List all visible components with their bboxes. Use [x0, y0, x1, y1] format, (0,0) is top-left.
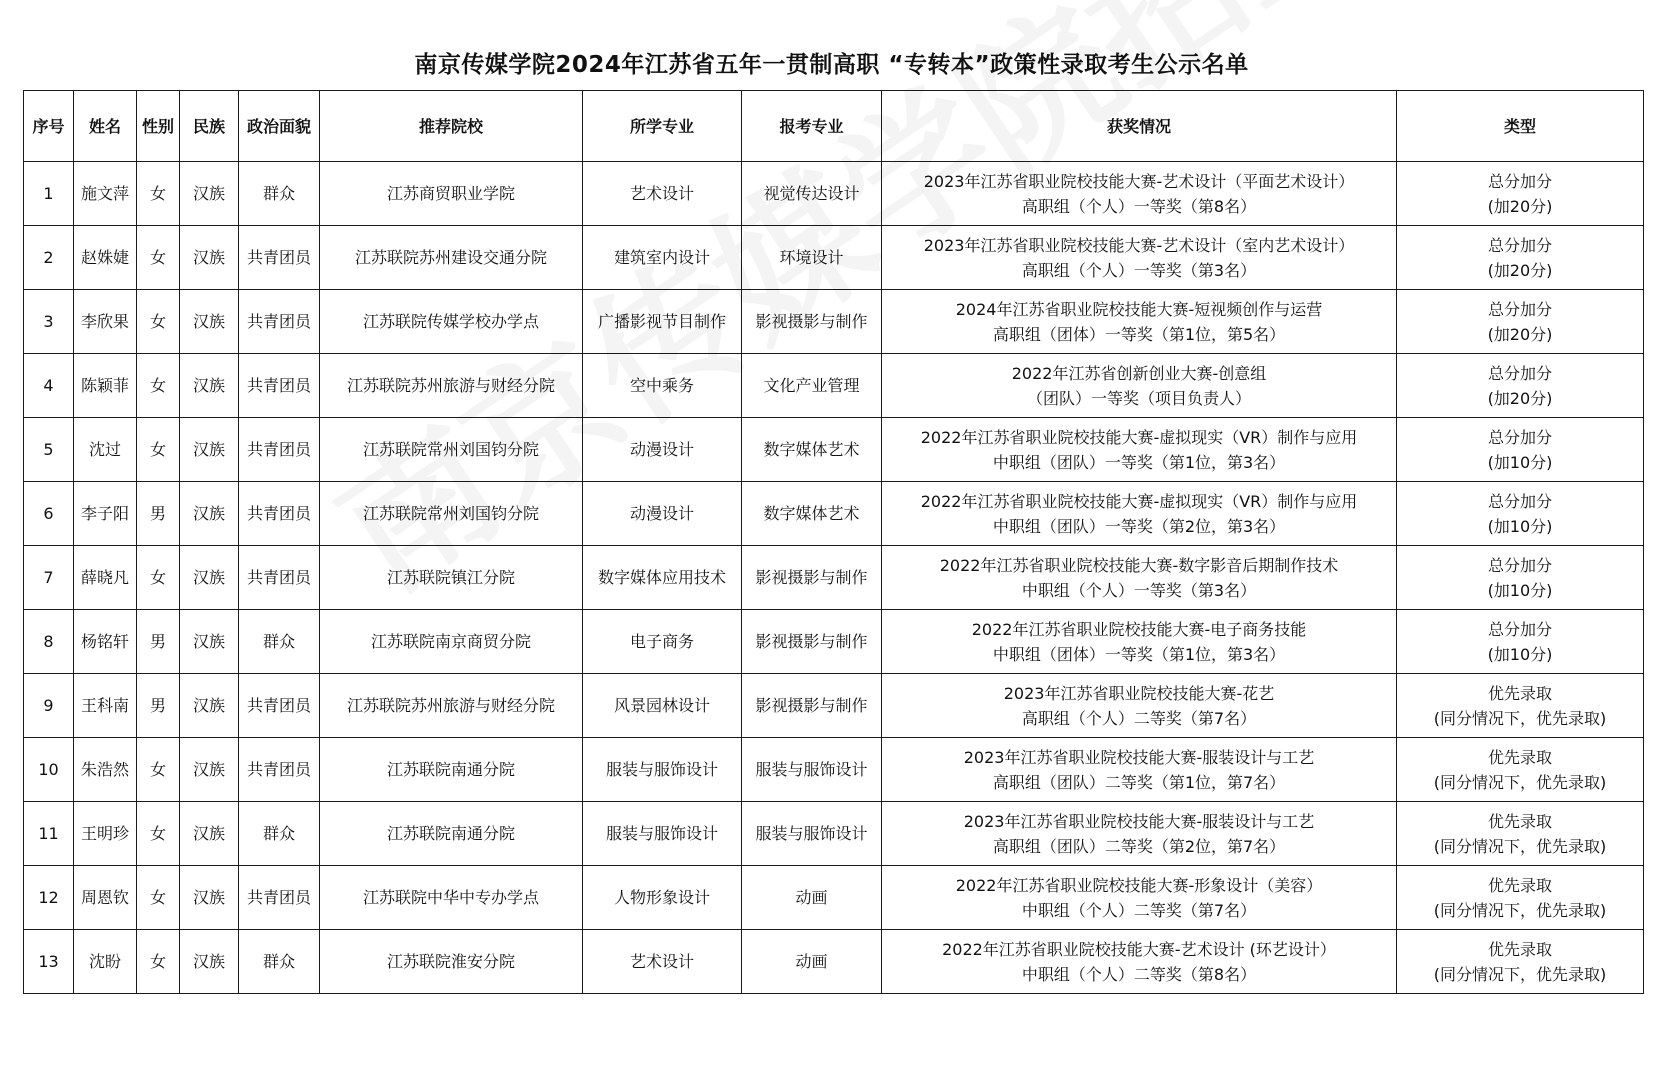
- cell-apply: 影视摄影与制作: [742, 610, 882, 674]
- table-body: [24, 162, 1644, 994]
- cell-award-line: 高职组（个人）二等奖（第7名）: [1021, 708, 1257, 728]
- cell-type: [1397, 290, 1644, 354]
- cell-school: 江苏联院常州刘国钧分院: [320, 418, 583, 482]
- cell-gender: 女: [137, 354, 180, 418]
- cell-school: 江苏联院苏州旅游与财经分院: [320, 674, 583, 738]
- cell-award-line: 2023年江苏省职业院校技能大赛-艺术设计（室内艺术设计）: [923, 235, 1355, 255]
- cell-ethnicity: 汉族: [180, 418, 239, 482]
- table-row: [24, 418, 1644, 482]
- cell-type-line: 总分加分: [1487, 363, 1552, 383]
- cell-ethnicity: 汉族: [180, 866, 239, 930]
- cell-apply: 数字媒体艺术: [742, 418, 882, 482]
- cell-award-line: 2023年江苏省职业院校技能大赛-艺术设计（平面艺术设计）: [923, 171, 1355, 191]
- header-col-ethnicity: 民族: [180, 91, 239, 162]
- cell-type-line: (同分情况下，优先录取): [1433, 900, 1607, 920]
- cell-gender: 女: [137, 162, 180, 226]
- cell-name: 赵姝婕: [74, 226, 137, 290]
- cell-award: [882, 610, 1397, 674]
- cell-type-line: 总分加分: [1487, 619, 1552, 639]
- header-col-type: 类型: [1397, 91, 1644, 162]
- cell-ethnicity: 汉族: [180, 610, 239, 674]
- header-col-major: 所学专业: [583, 91, 742, 162]
- cell-type-line: 总分加分: [1487, 555, 1552, 575]
- cell-type-line: 总分加分: [1487, 427, 1552, 447]
- cell-apply: 数字媒体艺术: [742, 482, 882, 546]
- cell-apply: 服装与服饰设计: [742, 802, 882, 866]
- header-col-number: 序号: [24, 91, 74, 162]
- cell-ethnicity: 汉族: [180, 546, 239, 610]
- cell-gender: 男: [137, 674, 180, 738]
- table-row: [24, 482, 1644, 546]
- table-row: [24, 546, 1644, 610]
- header-col-school: 推荐院校: [320, 91, 583, 162]
- cell-school: 江苏联院苏州旅游与财经分院: [320, 354, 583, 418]
- cell-political: 共青团员: [239, 226, 320, 290]
- cell-ethnicity: 汉族: [180, 162, 239, 226]
- cell-gender: 女: [137, 290, 180, 354]
- cell-number: 3: [24, 290, 74, 354]
- cell-award-line: 中职组（个人）一等奖（第3名）: [1021, 580, 1257, 600]
- cell-type: [1397, 610, 1644, 674]
- cell-gender: 女: [137, 930, 180, 994]
- cell-ethnicity: 汉族: [180, 354, 239, 418]
- cell-award-line: 2024年江苏省职业院校技能大赛-短视频创作与运营: [955, 299, 1323, 319]
- cell-type-line: (同分情况下，优先录取): [1433, 964, 1607, 984]
- cell-type-line: 优先录取: [1487, 747, 1552, 767]
- cell-number: 1: [24, 162, 74, 226]
- cell-type: [1397, 738, 1644, 802]
- cell-gender: 女: [137, 546, 180, 610]
- cell-award-line: 中职组（个人）二等奖（第8名）: [1021, 964, 1257, 984]
- cell-gender: 女: [137, 418, 180, 482]
- cell-type-line: (加20分): [1487, 260, 1553, 280]
- cell-award-line: 2022年江苏省创新创业大赛-创意组: [1011, 363, 1267, 383]
- cell-award-line: 2022年江苏省职业院校技能大赛-虚拟现实（VR）制作与应用: [920, 491, 1358, 511]
- cell-name: 施文萍: [74, 162, 137, 226]
- cell-type: [1397, 162, 1644, 226]
- cell-school: 江苏联院淮安分院: [320, 930, 583, 994]
- cell-school: 江苏联院苏州建设交通分院: [320, 226, 583, 290]
- cell-award-line: 2023年江苏省职业院校技能大赛-服装设计与工艺: [963, 747, 1315, 767]
- page-title: 南京传媒学院2024年江苏省五年一贯制高职 “专转本”政策性录取考生公示名单: [414, 52, 1249, 78]
- cell-major: 风景园林设计: [583, 674, 742, 738]
- cell-school: 江苏联院常州刘国钧分院: [320, 482, 583, 546]
- cell-type-line: 总分加分: [1487, 235, 1552, 255]
- cell-name: 陈颖菲: [74, 354, 137, 418]
- cell-political: 共青团员: [239, 674, 320, 738]
- cell-gender: 女: [137, 226, 180, 290]
- cell-name: 周恩钦: [74, 866, 137, 930]
- cell-major: 广播影视节目制作: [583, 290, 742, 354]
- cell-gender: 女: [137, 802, 180, 866]
- cell-type-line: (加20分): [1487, 388, 1553, 408]
- cell-ethnicity: 汉族: [180, 802, 239, 866]
- cell-type-line: (加10分): [1487, 452, 1553, 472]
- table-row: [24, 866, 1644, 930]
- cell-award-line: 高职组（个人）一等奖（第3名）: [1021, 260, 1257, 280]
- table-row: [24, 354, 1644, 418]
- cell-name: 沈盼: [74, 930, 137, 994]
- cell-school: 江苏联院南通分院: [320, 802, 583, 866]
- cell-political: 群众: [239, 802, 320, 866]
- cell-award-line: 2022年江苏省职业院校技能大赛-虚拟现实（VR）制作与应用: [920, 427, 1358, 447]
- cell-award-line: 高职组（团体）一等奖（第1位，第5名）: [992, 324, 1286, 344]
- cell-type-line: (加20分): [1487, 324, 1553, 344]
- cell-name: 薛晓凡: [74, 546, 137, 610]
- cell-award: [882, 162, 1397, 226]
- cell-number: 7: [24, 546, 74, 610]
- table-row: [24, 610, 1644, 674]
- cell-award: [882, 866, 1397, 930]
- cell-type: [1397, 226, 1644, 290]
- header-col-name: 姓名: [74, 91, 137, 162]
- cell-number: 13: [24, 930, 74, 994]
- cell-ethnicity: 汉族: [180, 930, 239, 994]
- cell-award: [882, 482, 1397, 546]
- cell-major: 动漫设计: [583, 482, 742, 546]
- cell-school: 江苏联院南京商贸分院: [320, 610, 583, 674]
- cell-major: 服装与服饰设计: [583, 802, 742, 866]
- cell-award-line: 2022年江苏省职业院校技能大赛-艺术设计 (环艺设计）: [942, 939, 1336, 959]
- cell-political: 共青团员: [239, 418, 320, 482]
- cell-award-line: 2023年江苏省职业院校技能大赛-花艺: [1003, 683, 1275, 703]
- cell-major: 艺术设计: [583, 930, 742, 994]
- cell-name: 李欣果: [74, 290, 137, 354]
- table-row: [24, 162, 1644, 226]
- cell-major: 电子商务: [583, 610, 742, 674]
- cell-award-line: 中职组（团体）一等奖（第1位，第3名）: [992, 644, 1286, 664]
- cell-major: 数字媒体应用技术: [583, 546, 742, 610]
- cell-type-line: (同分情况下，优先录取): [1433, 772, 1607, 792]
- cell-major: 服装与服饰设计: [583, 738, 742, 802]
- cell-type-line: 总分加分: [1487, 171, 1552, 191]
- cell-name: 沈过: [74, 418, 137, 482]
- cell-major: 人物形象设计: [583, 866, 742, 930]
- cell-school: 江苏联院镇江分院: [320, 546, 583, 610]
- cell-number: 8: [24, 610, 74, 674]
- cell-ethnicity: 汉族: [180, 290, 239, 354]
- cell-ethnicity: 汉族: [180, 738, 239, 802]
- cell-type: [1397, 866, 1644, 930]
- cell-award: [882, 802, 1397, 866]
- cell-number: 9: [24, 674, 74, 738]
- cell-number: 2: [24, 226, 74, 290]
- cell-number: 11: [24, 802, 74, 866]
- cell-type-line: (同分情况下，优先录取): [1433, 708, 1607, 728]
- cell-award: [882, 546, 1397, 610]
- cell-type: [1397, 802, 1644, 866]
- cell-ethnicity: 汉族: [180, 674, 239, 738]
- cell-award: [882, 354, 1397, 418]
- cell-gender: 男: [137, 610, 180, 674]
- cell-award: [882, 930, 1397, 994]
- cell-major: 空中乘务: [583, 354, 742, 418]
- header-col-award: 获奖情况: [882, 91, 1397, 162]
- cell-award: [882, 738, 1397, 802]
- cell-name: 杨铭轩: [74, 610, 137, 674]
- cell-type-line: (加10分): [1487, 580, 1553, 600]
- cell-apply: 服装与服饰设计: [742, 738, 882, 802]
- cell-number: 6: [24, 482, 74, 546]
- cell-major: 动漫设计: [583, 418, 742, 482]
- cell-apply: 影视摄影与制作: [742, 290, 882, 354]
- admission-roster-table: [23, 90, 1644, 994]
- cell-type-line: 优先录取: [1487, 875, 1552, 895]
- cell-type-line: 优先录取: [1487, 683, 1552, 703]
- cell-ethnicity: 汉族: [180, 226, 239, 290]
- cell-apply: 影视摄影与制作: [742, 674, 882, 738]
- table-row: [24, 802, 1644, 866]
- cell-award-line: 中职组（个人）二等奖（第7名）: [1021, 900, 1257, 920]
- cell-number: 4: [24, 354, 74, 418]
- header-row: [24, 91, 1644, 162]
- cell-political: 共青团员: [239, 482, 320, 546]
- cell-political: 群众: [239, 162, 320, 226]
- cell-apply: 文化产业管理: [742, 354, 882, 418]
- cell-type-line: 优先录取: [1487, 939, 1552, 959]
- cell-type: [1397, 930, 1644, 994]
- header-col-apply: 报考专业: [742, 91, 882, 162]
- cell-type: [1397, 482, 1644, 546]
- table-row: [24, 226, 1644, 290]
- header-col-political: 政治面貌: [239, 91, 320, 162]
- cell-apply: 动画: [742, 930, 882, 994]
- cell-apply: 动画: [742, 866, 882, 930]
- cell-award-line: （团队）一等奖（项目负责人）: [1026, 388, 1251, 408]
- cell-type-line: (加10分): [1487, 516, 1553, 536]
- cell-political: 共青团员: [239, 738, 320, 802]
- cell-school: 江苏联院南通分院: [320, 738, 583, 802]
- cell-type: [1397, 546, 1644, 610]
- cell-award-line: 2022年江苏省职业院校技能大赛-电子商务技能: [971, 619, 1307, 639]
- cell-school: 江苏联院中华中专办学点: [320, 866, 583, 930]
- cell-gender: 女: [137, 738, 180, 802]
- cell-political: 群众: [239, 930, 320, 994]
- cell-name: 李子阳: [74, 482, 137, 546]
- cell-name: 王明珍: [74, 802, 137, 866]
- cell-award-line: 高职组（个人）一等奖（第8名）: [1021, 196, 1257, 216]
- cell-school: 江苏联院传媒学校办学点: [320, 290, 583, 354]
- cell-gender: 女: [137, 866, 180, 930]
- cell-gender: 男: [137, 482, 180, 546]
- cell-number: 5: [24, 418, 74, 482]
- cell-political: 共青团员: [239, 866, 320, 930]
- cell-type-line: 优先录取: [1487, 811, 1552, 831]
- cell-major: 建筑室内设计: [583, 226, 742, 290]
- cell-type-line: 总分加分: [1487, 299, 1552, 319]
- cell-award-line: 中职组（团队）一等奖（第2位，第3名）: [992, 516, 1286, 536]
- cell-school: 江苏商贸职业学院: [320, 162, 583, 226]
- cell-award: [882, 290, 1397, 354]
- cell-type-line: (同分情况下，优先录取): [1433, 836, 1607, 856]
- cell-name: 王科南: [74, 674, 137, 738]
- cell-apply: 影视摄影与制作: [742, 546, 882, 610]
- cell-award: [882, 674, 1397, 738]
- cell-type-line: 总分加分: [1487, 491, 1552, 511]
- header-col-gender: 性别: [137, 91, 180, 162]
- cell-award: [882, 226, 1397, 290]
- cell-award-line: 2022年江苏省职业院校技能大赛-形象设计（美容）: [955, 875, 1323, 895]
- cell-political: 共青团员: [239, 546, 320, 610]
- cell-ethnicity: 汉族: [180, 482, 239, 546]
- cell-apply: 环境设计: [742, 226, 882, 290]
- cell-type: [1397, 354, 1644, 418]
- cell-type: [1397, 418, 1644, 482]
- table-row: [24, 738, 1644, 802]
- cell-award-line: 2023年江苏省职业院校技能大赛-服装设计与工艺: [963, 811, 1315, 831]
- cell-award-line: 高职组（团队）二等奖（第2位，第7名）: [992, 836, 1286, 856]
- cell-name: 朱浩然: [74, 738, 137, 802]
- cell-political: 共青团员: [239, 354, 320, 418]
- table-row: [24, 930, 1644, 994]
- cell-award-line: 高职组（团队）二等奖（第1位，第7名）: [992, 772, 1286, 792]
- cell-award-line: 2022年江苏省职业院校技能大赛-数字影音后期制作技术: [939, 555, 1339, 575]
- cell-political: 共青团员: [239, 290, 320, 354]
- cell-apply: 视觉传达设计: [742, 162, 882, 226]
- cell-number: 12: [24, 866, 74, 930]
- table-row: [24, 290, 1644, 354]
- table-row: [24, 674, 1644, 738]
- cell-award-line: 中职组（团队）一等奖（第1位，第3名）: [992, 452, 1286, 472]
- cell-type-line: (加20分): [1487, 196, 1553, 216]
- cell-award: [882, 418, 1397, 482]
- cell-type-line: (加10分): [1487, 644, 1553, 664]
- cell-number: 10: [24, 738, 74, 802]
- cell-major: 艺术设计: [583, 162, 742, 226]
- cell-political: 群众: [239, 610, 320, 674]
- cell-type: [1397, 674, 1644, 738]
